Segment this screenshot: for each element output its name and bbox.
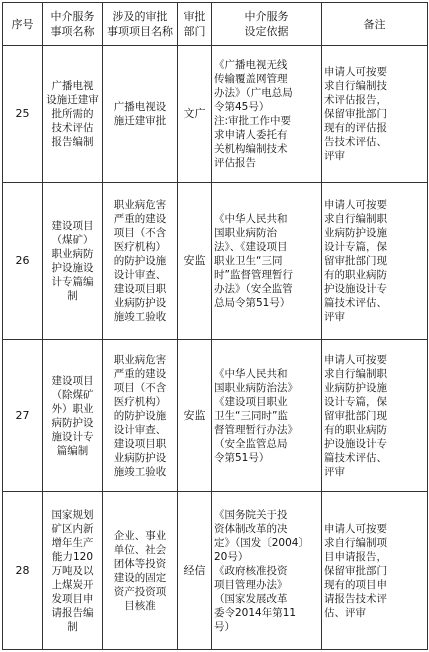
approval-item-cell: 广播电视设 施迁建审批 — [103, 46, 178, 183]
table-row — [3, 46, 428, 183]
service-name-cell: 国家规划 矿区内新 增年生产 能力120 万吨及以 上煤炭开 发项目申 请报告编 制 — [43, 492, 103, 650]
intermediary-services-table — [2, 2, 428, 650]
seq-cell: 27 — [3, 340, 43, 492]
basis-cell: 《广播电视无线 传输覆盖网管理 办法》（广电总局 令第45号） 注:审批工作中要 求申请人委托有 关机构编制技术 评估报告 — [212, 46, 322, 183]
service-name-cell: 建设项目 （除煤矿 外）职业 病防护设 施设计专 篇编制 — [43, 340, 103, 492]
header-note: 备注 — [322, 3, 428, 46]
seq-cell: 26 — [3, 183, 43, 340]
note-cell: 申请人可按要 求自行编制职 业病防护设施 设计专篇，保 留审批部门现 有的职业病防 护设施设计专 篇技术评估、 评审 — [322, 340, 428, 492]
basis-cell: 《国务院关于投 资体制改革的决 定》（国发〔2004〕 20号） 《政府核准投资 项目管理办法》 （国家发展改革 委令2014年第11 号） — [212, 492, 322, 650]
note-cell: 申请人可按要 求自行编制技 术评估报告， 保留审批部门 现有的评估报 告技术评估、 评审 — [322, 46, 428, 183]
service-name-cell: 建设项目 （煤矿） 职业病防 护设施设 计专篇编 制 — [43, 183, 103, 340]
header-approval-item: 涉及的审批 事项项目名称 — [103, 3, 178, 46]
basis-cell: 《中华人民共和 国职业病防治 法》、《建设项目 职业卫生“三同 时”监督管理暂行 办法》（安全监管 总局令第51号） — [212, 183, 322, 340]
table-row — [3, 492, 428, 650]
approval-dept-cell: 安监 — [178, 183, 212, 340]
header-approval-dept: 审批 部门 — [178, 3, 212, 46]
service-name-cell: 广播电视 设施迁建审 批所需的 技术评估 报告编制 — [43, 46, 103, 183]
basis-cell: 《中华人民共和 国职业病防治法》 《建设项目职业 卫生“三同时”监 督管理暂行办法》 （安全监管总局 令第51号） — [212, 340, 322, 492]
approval-item-cell: 企业、事业 单位、社会 团体等投资 建设的固定 资产投资项 目核准 — [103, 492, 178, 650]
table-row — [3, 340, 428, 492]
header-seq: 序号 — [3, 3, 43, 46]
approval-item-cell: 职业病危害 严重的建设 项目（不含 医疗机构） 的防护设施 设计审查、 建设项目职 业病防护设 施竣工验收 — [103, 340, 178, 492]
approval-dept-cell: 文广 — [178, 46, 212, 183]
approval-dept-cell: 经信 — [178, 492, 212, 650]
approval-dept-cell: 安监 — [178, 340, 212, 492]
seq-cell: 25 — [3, 46, 43, 183]
note-cell: 申请人可按要 求自行编制项 目申请报告， 保留审批部门 现有的项目申 请报告技术评 估、评审 — [322, 492, 428, 650]
header-service-name: 中介服务 事项名称 — [43, 3, 103, 46]
approval-item-cell: 职业病危害 严重的建设 项目（不含 医疗机构） 的防护设施 设计审查、 建设项目职 业病防护设 施竣工验收 — [103, 183, 178, 340]
header-row — [3, 3, 428, 46]
seq-cell: 28 — [3, 492, 43, 650]
header-basis: 中介服务 设定依据 — [212, 3, 322, 46]
note-cell: 申请人可按要 求自行编制职 业病防护设施 设计专篇，保 留审批部门现 有的职业病防 护设施设计专 篇技术评估、 评审 — [322, 183, 428, 340]
table-row — [3, 183, 428, 340]
